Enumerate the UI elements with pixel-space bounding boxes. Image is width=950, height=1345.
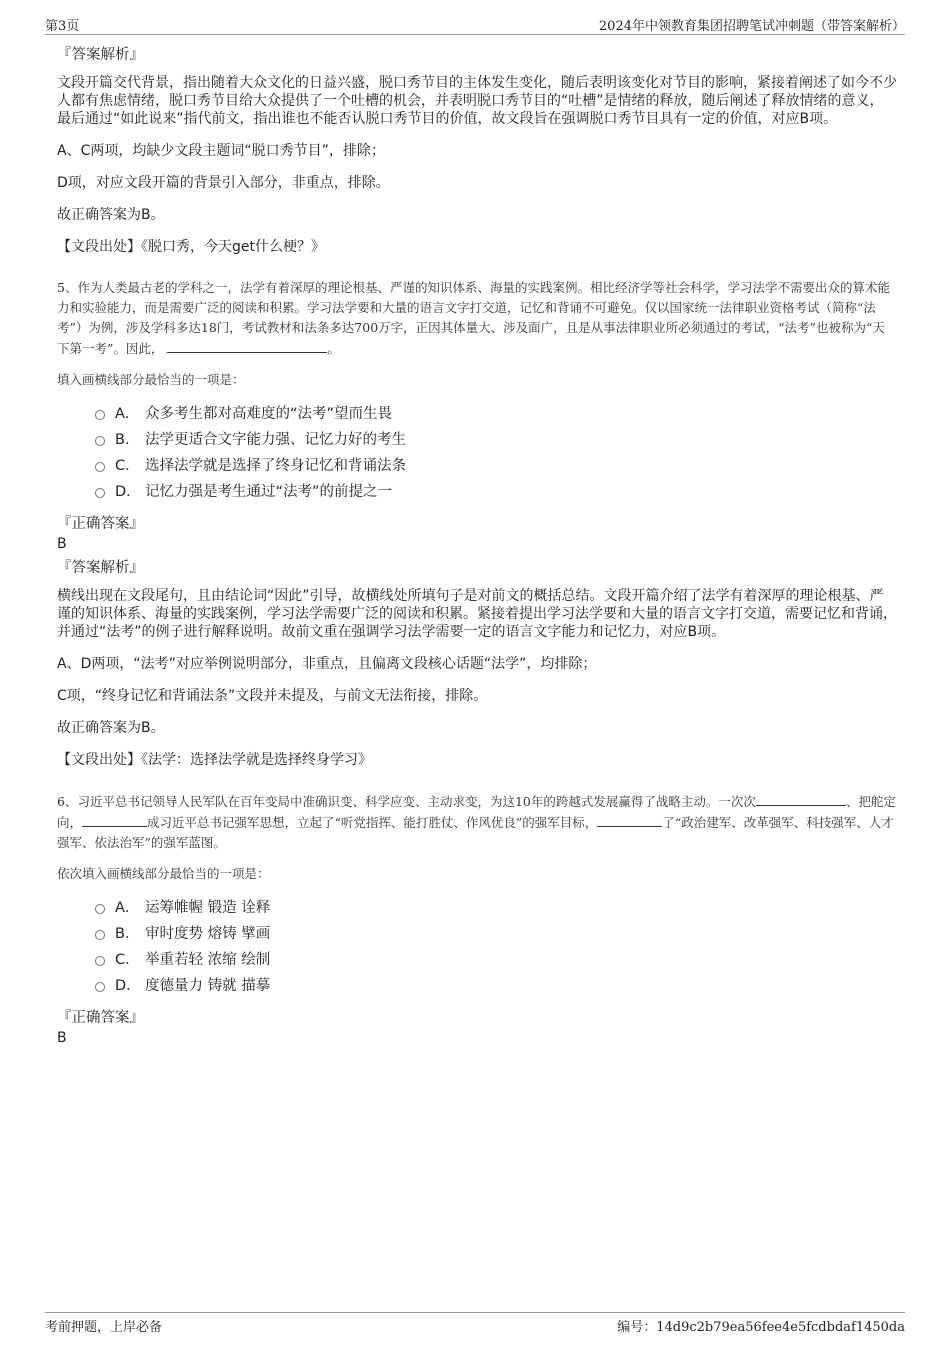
q5-stem-end: 。 [327, 341, 340, 356]
q5-stem [57, 278, 897, 359]
radio-icon[interactable] [95, 462, 105, 472]
q5-analysis-label: 『答案解析』 [57, 560, 144, 576]
radio-icon[interactable] [95, 904, 105, 914]
q4-analysis-paragraph: A、C两项，均缺少文段主题词“脱口秀节目”，排除； [57, 143, 385, 159]
q6-instruction: 依次填入画横线部分最恰当的一项是： [57, 866, 270, 881]
document-title: 2024年中领教育集团招聘笔试冲刺题（带答案解析） [598, 19, 905, 34]
q5-analysis-paragraph: C项，“终身记忆和背诵法条”文段并未提及，与前文无法衔接，排除。 [57, 688, 488, 704]
q5-option-c[interactable]: C． 选择法学就是选择了终身记忆和背诵法条 [95, 457, 897, 483]
q6-option-d[interactable]: D． 度德量力 铸就 描摹 [95, 977, 897, 1003]
q5-answer: B [57, 536, 67, 552]
page-footer [45, 1312, 905, 1337]
q6-blank-2 [82, 812, 147, 827]
footer-code [617, 1316, 905, 1335]
radio-icon[interactable] [95, 436, 105, 446]
source-title: 《脱口秀，今天get什么梗？》 [141, 239, 325, 255]
page-number: 第3页 [45, 19, 80, 34]
q6-option-a[interactable]: A． 运筹帷幄 锻造 诠释 [95, 899, 897, 925]
q4-source [57, 238, 897, 256]
source-label: 【文段出处】 [57, 752, 141, 768]
q5-option-b[interactable]: B． 法学更适合文字能力强、记忆力好的考生 [95, 431, 897, 457]
q4-analysis-paragraph: D项，对应文段开篇的背景引入部分，非重点，排除。 [57, 175, 390, 191]
q5-option-d[interactable]: D． 记忆力强是考生通过“法考”的前提之一 [95, 483, 897, 509]
footer-code-value: 14d9c2b79ea56fee4e5fcdbdaf1450da [656, 1320, 905, 1335]
footer-code-label: 编号： [617, 1320, 657, 1335]
q5-blank [167, 338, 327, 353]
q6-blank-3 [597, 812, 662, 827]
q4-analysis-label: 『答案解析』 [57, 47, 144, 63]
q5-instruction: 填入画横线部分最恰当的一项是： [57, 372, 245, 387]
q5-stem-text: 5、作为人类最古老的学科之一，法学有着深厚的理论根基、严谨的知识体系、海量的实践案例。相比经济学等社会科学，学习法学不需要出众的算术能力和实验能力，而是需要广泛的阅读和积累。学习法学要和大量的语言文字打交道，记忆和背诵不可避免。仅以国家统一法律职业资格考试（简称“法考”）为例，涉及学科多达18门，考试教材和法条多达700万字，正因其体量大、涉及面广，且是从事法律职业所必须通过的考试，“法考”也被称为“天下第一考”。因此， [57, 280, 890, 356]
q5-analysis-paragraph: A、D两项，“法考”对应举例说明部分，非重点，且偏离文段核心话题“法学”，均排除； [57, 656, 597, 672]
q6-stem: 6、习近平总书记领导人民军队在百年变局中准确识变、科学应变、主动求变，为这10年的跨越式发展赢得了战略主动。一次次 、把舵定向， 成习近平总书记强军思想，立起了“听党指挥、能打胜仗、作风优良”的强军目标， 了“政治建军、改革强军、科技强军、人才强军、依法治军”的强军蓝图。 [57, 791, 897, 853]
q4-analysis-paragraph: 故正确答案为B。 [57, 207, 165, 223]
q6-option-c[interactable]: C． 举重若轻 浓缩 绘制 [95, 951, 897, 977]
q4-analysis-paragraph: 文段开篇交代背景，指出随着大众文化的日益兴盛，脱口秀节目的主体发生变化，随后表明该变化对节目的影响，紧接着阐述了如今不少人都有焦虑情绪，脱口秀节目给大众提供了一个吐槽的机会，并表明脱口秀节目的“吐槽”是情绪的释放，随后阐述了释放情绪的意义，最后通过“如此说来”指代前文，指出谁也不能否认脱口秀节目的价值，故文段旨在强调脱口秀节目具有一定的价值，对应B项。 [57, 75, 897, 127]
q5-options [95, 405, 897, 509]
q6-blank-1 [756, 791, 846, 806]
radio-icon[interactable] [95, 956, 105, 966]
page-header [45, 12, 905, 35]
radio-icon[interactable] [95, 410, 105, 420]
source-label: 【文段出处】 [57, 239, 141, 255]
q6-option-b[interactable]: B． 审时度势 熔铸 擘画 [95, 925, 897, 951]
footer-slogan: 考前押题，上岸必备 [45, 1320, 163, 1335]
q6-correct-label: 『正确答案』 [57, 1010, 144, 1026]
radio-icon[interactable] [95, 982, 105, 992]
q6-options [95, 899, 897, 1003]
q6-answer: B [57, 1030, 67, 1046]
q5-source [57, 751, 897, 769]
q5-option-a[interactable]: A． 众多考生都对高难度的“法考”望而生畏 [95, 405, 897, 431]
q5-correct-label: 『正确答案』 [57, 516, 144, 532]
q5-analysis-paragraph: 横线出现在文段尾句，且由结论词“因此”引导，故横线处所填句子是对前文的概括总结。文段开篇介绍了法学有着深厚的理论根基、严谨的知识体系、海量的实践案例，学习法学需要广泛的阅读和积累。紧接着提出学习法学要和大量的语言文字打交道，需要记忆和背诵，并通过“法考”的例子进行解释说明。故前文重在强调学习法学需要一定的语言文字能力和记忆力，对应B项。 [57, 588, 897, 640]
source-title: 《法学：选择法学就是选择终身学习》 [141, 752, 372, 768]
page-content [57, 46, 897, 1053]
radio-icon[interactable] [95, 488, 105, 498]
q5-analysis-paragraph: 故正确答案为B。 [57, 720, 165, 736]
radio-icon[interactable] [95, 930, 105, 940]
